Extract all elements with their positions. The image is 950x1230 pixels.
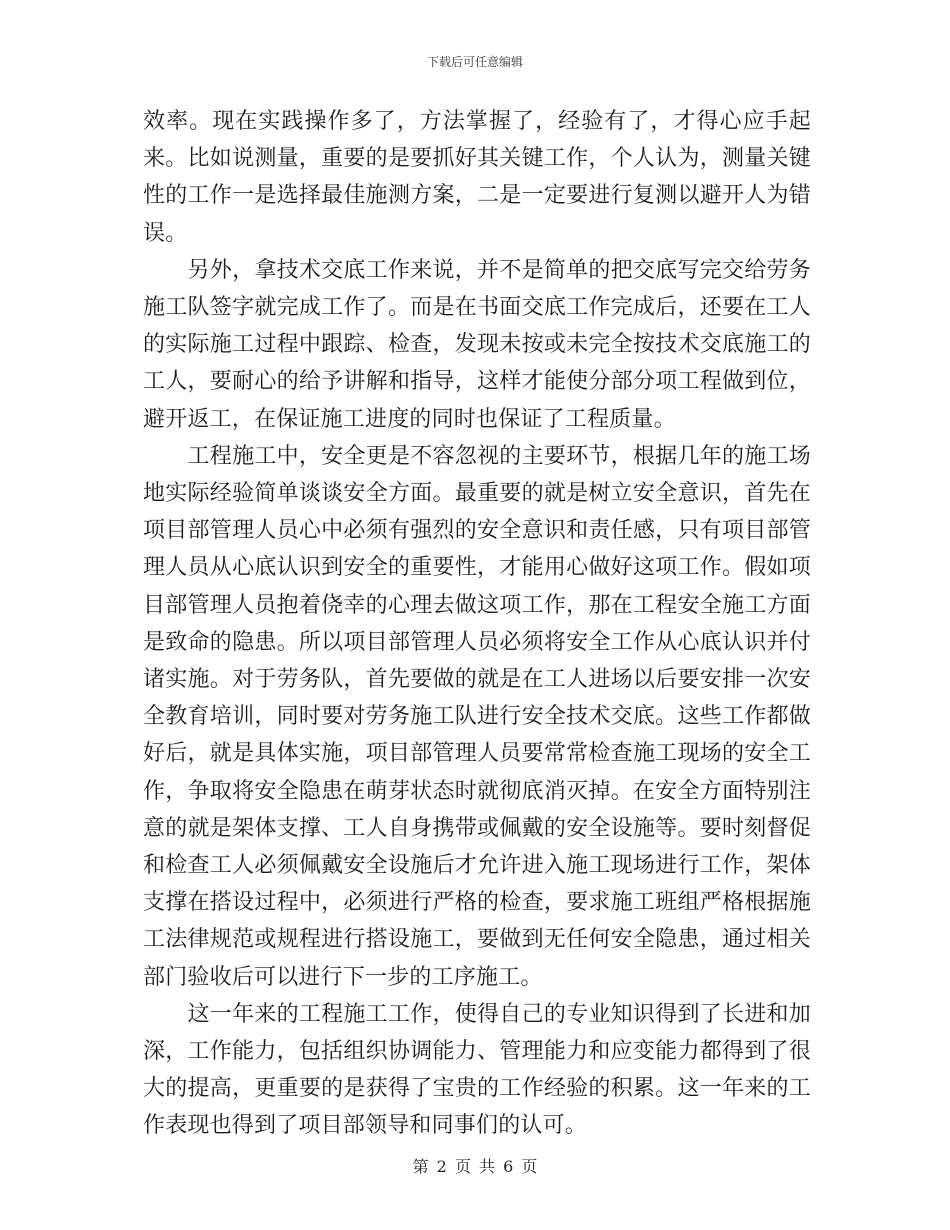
paragraph-1: 效率。现在实践操作多了，方法掌握了，经验有了，才得心应手起来。比如说测量，重要的是要抓好其关键工作，个人认为，测量关键性的工作一是选择最佳施测方案，二是一定要进行复测以避开人为错误。 (143, 109, 811, 246)
page-number: 第 2 页 共 6 页 (412, 1157, 538, 1176)
paragraph-2: 另外，拿技术交底工作来说，并不是简单的把交底写完交给劳务施工队签字就完成工作了。而是在书面交底工作完成后，还要在工人的实际施工过程中跟踪、检查，发现未按或未完全按技术交底施工的工人，要耐心的给予讲解和指导，这样才能使分部分项工程做到位，避开返工，在保证施工进度的同时也保证了工程质量。 (143, 257, 811, 432)
paragraph-4: 这一年来的工程施工工作，使得自己的专业知识得到了长进和加深，工作能力，包括组织协调能力、管理能力和应变能力都得到了很大的提高，更重要的是获得了宝贵的工作经验的积累。这一年来的工作表现也得到了项目部领导和同事们的认可。 (143, 1001, 811, 1139)
page-header: 下载后可任意编辑 (426, 55, 523, 69)
paragraph-3: 工程施工中，安全更是不容忽视的主要环节，根据几年的施工场地实际经验简单谈谈安全方面。最重要的就是树立安全意识，首先在项目部管理人员心中必须有强烈的安全意识和责任感，只有项目部管理人员从心底认识到安全的重要性，才能用心做好这项工作。假如项目部管理人员抱着侥幸的心理去做这项工作，那在工程安全施工方面是致命的隐患。所以项目部管理人员必须将安全工作从心底认识并付诸实施。对于劳务队，首先要做的就是在工人进场以后要安排一次安全教育培训，同时要对劳务施工队进行安全技术交底。这些工作都做好后，就是具体实施，项目部管理人员要常常检查施工现场的安全工作，争取将安全隐患在萌芽状态时就彻底消灭掉。在安全方面特别注意的就是架体支撑、工人自身携带或佩戴的安全设施等。要时刻督促和检查工人必须佩戴安全设施后才允许进入施工现场进行工作，架体支撑在搭设过程中，必须进行严格的检查，要求施工班组严格根据施工法律规范或规程进行搭设施工，要做到无任何安全隐患，通过相关部门验收后可以进行下一步的工序施工。 (143, 443, 811, 990)
document-body (143, 103, 811, 1145)
